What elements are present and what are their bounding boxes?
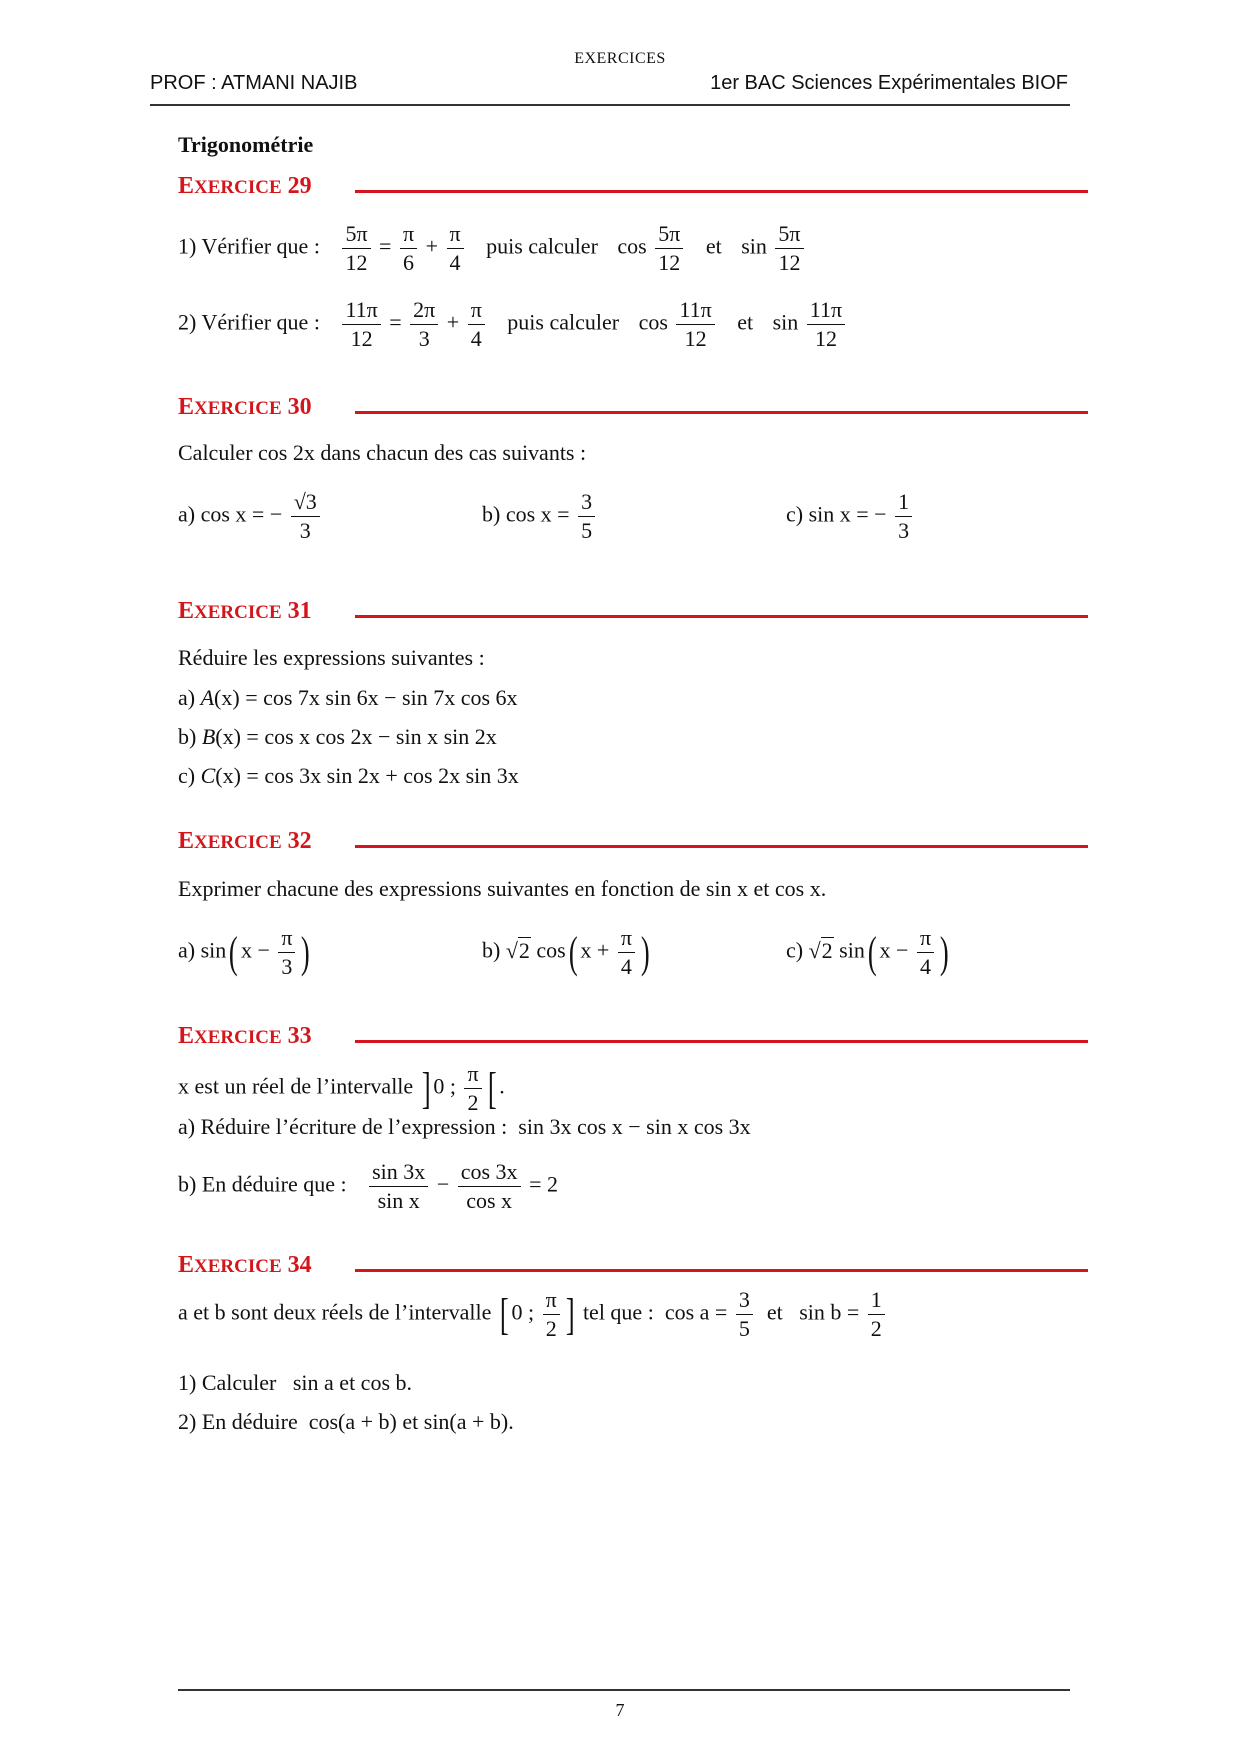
ex34-q2: 2) En déduire cos(a + b) et sin(a + b). [178, 1409, 514, 1434]
header-author: PROF : ATMANI NAJIB [150, 72, 358, 94]
exercise-29-title: EXERCICE 29 [178, 173, 312, 199]
header-top-label: EXERCICES [574, 50, 666, 67]
exercise-34-title: EXERCICE 34 [178, 1252, 312, 1278]
ex32-c: c) √2 sin( x − $\frac{\pi}{4}$ ) [786, 925, 949, 980]
ex30-intro: Calculer cos 2x dans chacun des cas suivants : [178, 440, 587, 465]
exercise-30-rule [355, 411, 1088, 414]
ex30-a: a) cos x = − $\frac{√3}{3}$ [178, 490, 323, 543]
exercise-33-title: EXERCICE 33 [178, 1023, 312, 1049]
ex32-b: b) √2 cos( x + $\frac{\pi}{4}$ ) [482, 925, 650, 980]
exercise-32-rule [355, 845, 1088, 848]
ex34-q1: 1) Calculer sin a et cos b. [178, 1370, 413, 1395]
section-title: Trigonométrie [178, 132, 314, 157]
exercise-29-rule [355, 190, 1088, 193]
exercise-31-title: EXERCICE 31 [178, 598, 312, 624]
exercise-34-rule [355, 1269, 1088, 1272]
footer-rule [178, 1689, 1070, 1691]
ex31-item-a: a) A(x) = cos 7x sin 6x − sin 7x cos 6x [178, 685, 518, 710]
page-number: 7 [615, 1700, 625, 1720]
ex34-intro: a et b sont deux réels de l’intervalle [ 0 ; $\frac{\pi}{2}$ ] tel que : cos a = $\frac{3}{5}$ et sin b = $\frac{1}{2}$ [178, 1288, 888, 1341]
header-level: 1er BAC Sciences Expérimentales BIOF [710, 72, 1068, 94]
header-rule [150, 104, 1070, 106]
ex31-item-c: c) C(x) = cos 3x sin 2x + cos 2x sin 3x [178, 763, 519, 788]
ex31-item-b: b) B(x) = cos x cos 2x − sin x sin 2x [178, 724, 497, 749]
ex32-intro: Exprimer chacune des expressions suivantes en fonction de sin x et cos x. [178, 876, 827, 901]
ex30-c: c) sin x = − $\frac{1}{3}$ [786, 490, 915, 543]
exercise-30-title: EXERCICE 30 [178, 394, 312, 420]
ex30-b: b) cos x = $\frac{3}{5}$ [482, 490, 598, 543]
exercise-32-title: EXERCICE 32 [178, 828, 312, 854]
ex33-a: a) Réduire l’écriture de l’expression : sin 3x cos x − sin x cos 3x [178, 1114, 751, 1139]
exercise-31-rule [355, 615, 1088, 618]
ex33-b: b) En déduire que : $\frac{\sin 3x}{\text{sin x}}$ − $\frac{\cos 3x}{\text{cos x}}$ = 2 [178, 1159, 558, 1214]
ex29-q2: 2) Vérifier que : $\frac{11\pi}{12}$ = $\frac{2\pi}{3}$ + $\frac{\pi}{4}$ puis calculer cos $\frac{11\pi}{12}$ et sin $\frac{11\pi}{12}$ [178, 298, 848, 351]
ex29-q1: 1) Vérifier que : $\frac{5\pi}{12}$ = $\frac{\pi}{6}$ + $\frac{\pi}{4}$ puis calculer cos $\frac{5\pi}{12}$ et sin $\frac{5\pi}{12}$ [178, 222, 807, 275]
ex31-intro: Réduire les expressions suivantes : [178, 645, 485, 670]
exercise-33-rule [355, 1040, 1088, 1043]
ex33-intro: x est un réel de l’intervalle ] 0 ; $\frac{\pi}{2}$ [ . [178, 1061, 505, 1116]
ex32-a: a) sin( x − $\frac{\pi}{3}$ ) [178, 925, 311, 980]
